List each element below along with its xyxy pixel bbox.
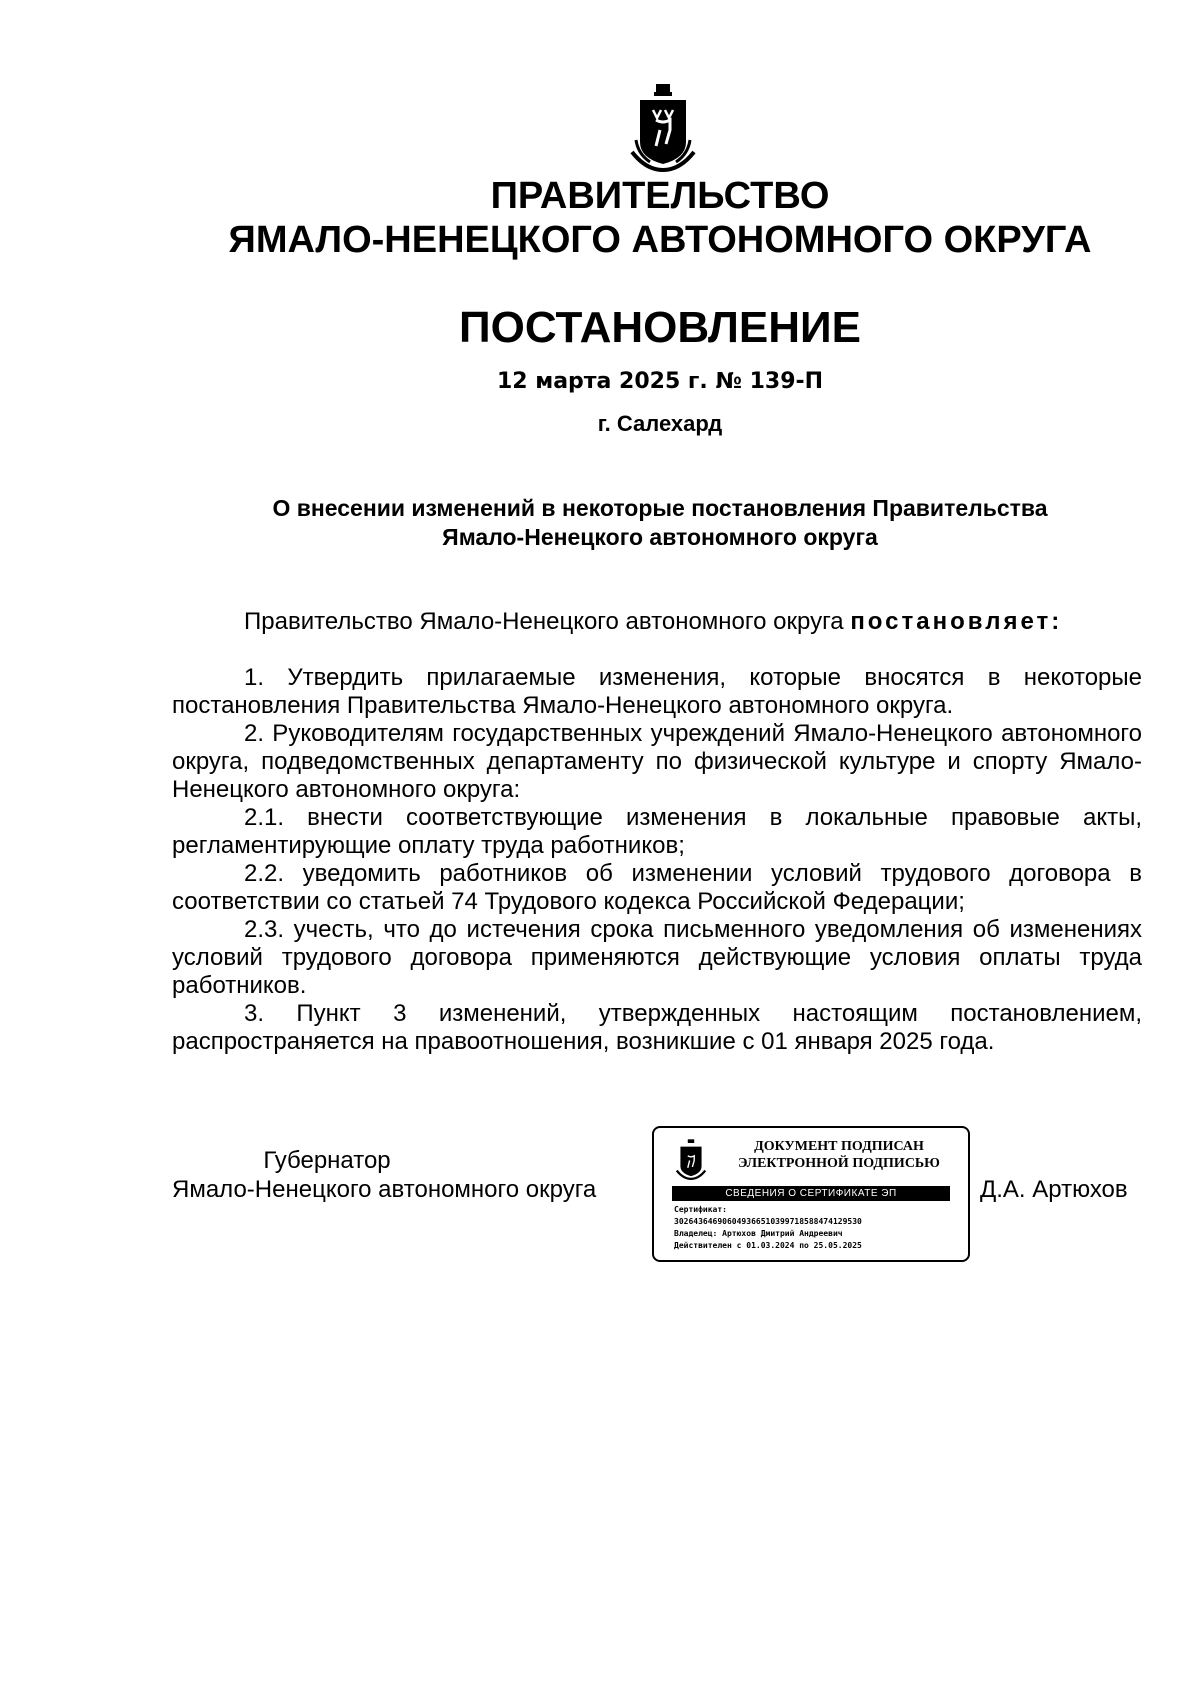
preamble-decree-word: постановляет: <box>850 608 1063 635</box>
government-region: ЯМАЛО-НЕНЕЦКОГО АВТОНОМНОГО ОКРУГА <box>228 219 1092 261</box>
signatory-region: Ямало-Ненецкого автономного округа <box>172 1176 597 1203</box>
stamp-certificate-bar: СВЕДЕНИЯ О СЕРТИФИКАТЕ ЭП <box>672 1186 950 1201</box>
subject-line: Ямало-Ненецкого автономного округа <box>442 524 878 550</box>
certificate-validity: Действителен с 01.03.2024 по 25.05.2025 <box>674 1241 862 1250</box>
signatory-position <box>172 1146 642 1204</box>
stamp-certificate-info <box>674 1204 862 1252</box>
stamp-title <box>724 1138 954 1172</box>
certificate-number: 30264364690604936651039971858847412953​0 <box>674 1217 862 1226</box>
preamble-text: Правительство Ямало-Ненецкого автономного округа <box>244 608 851 635</box>
preamble <box>172 608 1142 636</box>
subject-line: О внесении изменений в некоторые постановления Правительства <box>272 495 1048 521</box>
signatory-name: Д.А. Артюхов <box>980 1176 1128 1203</box>
document-body <box>172 608 1142 1056</box>
certificate-owner: Владелец: Артюхов Дмитрий Андреевич <box>674 1229 843 1238</box>
body-paragraph: 2.3. учесть, что до истечения срока письменного уведомления об изменениях условий трудового договора применяются действующие условия оплаты труда работников. <box>172 916 1142 999</box>
coat-of-arms-icon <box>626 84 700 174</box>
document-city: г. Салехард <box>597 411 723 436</box>
body-paragraph: 2. Руководителям государственных учреждений Ямало-Ненецкого автономного округа, подведомственных департаменту по физической культуре и спорту Ямало-Ненецкого автономного округа: <box>172 720 1142 803</box>
certificate-label: Сертификат: <box>674 1205 727 1214</box>
document-type: ПОСТАНОВЛЕНИЕ <box>458 303 862 352</box>
signatory-title: Губернатор <box>263 1147 391 1174</box>
stamp-title-line: ЭЛЕКТРОННОЙ ПОДПИСЬЮ <box>738 1156 940 1171</box>
electronic-signature-stamp <box>652 1126 970 1262</box>
body-paragraph: 1. Утвердить прилагаемые изменения, которые вносятся в некоторые постановления Правительства Ямало-Ненецкого автономного округа. <box>172 664 1142 719</box>
body-paragraph: 2.2. уведомить работников об изменении условий трудового договора в соответствии со статьей 74 Трудового кодекса Российской Федерации; <box>172 860 1142 915</box>
government-title: ПРАВИТЕЛЬСТВО <box>490 175 830 217</box>
document-subject <box>180 494 1140 552</box>
coat-of-arms-icon <box>674 1138 708 1182</box>
body-paragraph: 2.1. внести соответствующие изменения в локальные правовые акты, регламентирующие оплату труда работников; <box>172 804 1142 859</box>
document-date-number: 12 марта 2025 г. № 139-П <box>496 369 824 394</box>
body-paragraph: 3. Пункт 3 изменений, утвержденных настоящим постановлением, распространяется на правоотношения, возникшие с 01 января 2025 года. <box>172 1000 1142 1055</box>
stamp-title-line: ДОКУМЕНТ ПОДПИСАН <box>754 1139 924 1154</box>
